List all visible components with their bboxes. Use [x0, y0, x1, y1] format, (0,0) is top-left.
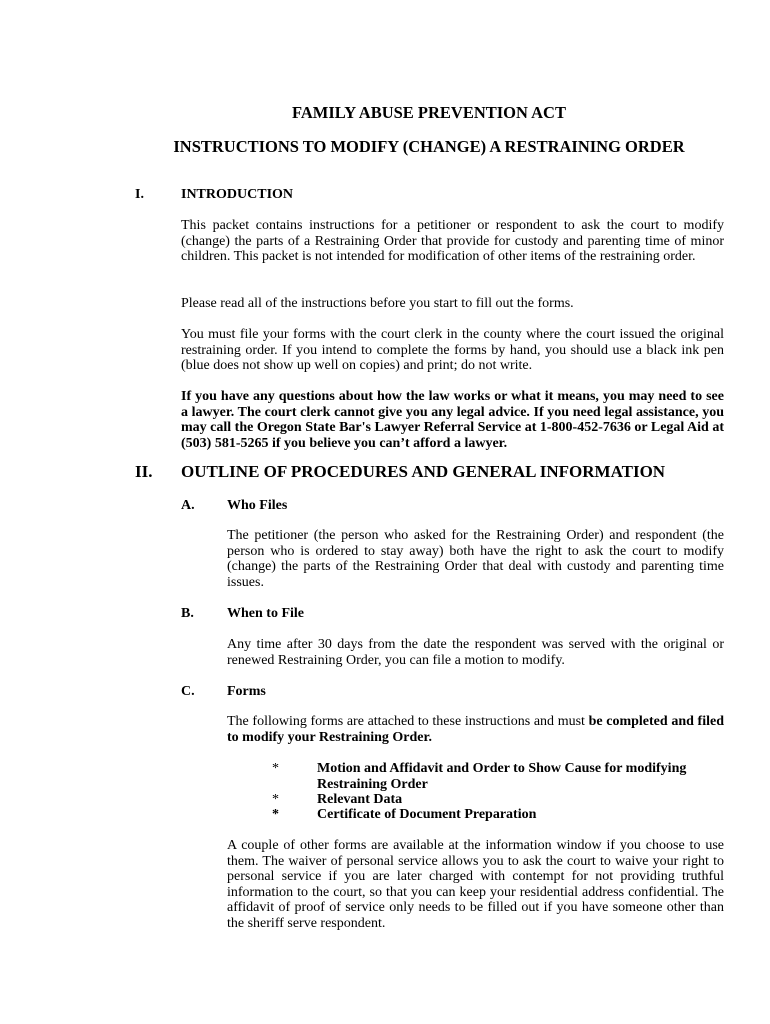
filing-paragraph: You must file your forms with the court clerk in the county where the court issued the original restraining order. If you intend to complete the forms by hand, you should use a black ink pen (blue does not show up well on copies) and print; do not write. — [181, 327, 724, 374]
bullet-marker: * — [272, 792, 279, 807]
forms-intro-emphasis: be completed and filed to modify your Restraining Order. — [227, 714, 724, 745]
section-number: II. — [135, 462, 153, 481]
bullet-marker: * — [272, 807, 279, 822]
forms-intro-text: The following forms are attached to these instructions and must — [227, 714, 589, 729]
document-title: FAMILY ABUSE PREVENTION ACT — [292, 103, 566, 122]
section-number: I. — [135, 187, 144, 202]
subsection-letter: B. — [181, 606, 194, 621]
subsection-heading: Who Files — [227, 498, 288, 513]
form-name: Relevant Data — [317, 792, 403, 807]
read-instructions-paragraph: Please read all of the instructions before you start to fill out the forms. — [181, 296, 574, 311]
subsection-heading: Forms — [227, 684, 266, 699]
form-name: Certificate of Document Preparation — [317, 807, 537, 822]
section-heading: OUTLINE OF PROCEDURES AND GENERAL INFORMATION — [181, 462, 666, 481]
intro-paragraph: This packet contains instructions for a petitioner or respondent to ask the court to modify (change) the parts of a Restraining Order that provide for custody and parenting time of minor children. This packet is not intended for modification of other items of the restraining order. — [181, 218, 724, 265]
subsection-letter: A. — [181, 498, 195, 513]
form-name: Motion and Affidavit and Order to Show Cause for modifying Restraining Order — [317, 761, 687, 792]
when-to-file-paragraph: Any time after 30 days from the date the respondent was served with the original or renewed Restraining Order, you can file a motion to modify. — [227, 637, 724, 668]
other-forms-paragraph: A couple of other forms are available at the information window if you choose to use them. The waiver of personal service allows you to ask the court to waive your right to personal service if you are later charged with contempt for not providing truthful information to the court, so that you can keep your residential address confidential. The affidavit of proof of service only needs to be filled out if you have someone other than the sheriff serve respondent. — [227, 838, 724, 931]
bullet-marker: * — [272, 761, 279, 776]
who-files-paragraph: The petitioner (the person who asked for the Restraining Order) and respondent (the person who is ordered to stay away) both have the right to ask the court to modify (change) the parts of the Restraining Order that deal with custody and parenting time issues. — [227, 528, 724, 590]
document-subtitle: INSTRUCTIONS TO MODIFY (CHANGE) A RESTRAINING ORDER — [173, 137, 685, 156]
section-heading: INTRODUCTION — [181, 187, 294, 202]
forms-intro-paragraph — [227, 714, 724, 745]
subsection-letter: C. — [181, 684, 195, 699]
subsection-heading: When to File — [227, 606, 304, 621]
legal-advice-paragraph: If you have any questions about how the law works or what it means, you may need to see a lawyer. The court clerk cannot give you any legal advice. If you need legal assistance, you may call the Oregon State Bar's Lawyer Referral Service at 1-800-452-7636 or Legal Aid at (503) 581-5265 if you believe you can’t afford a lawyer. — [181, 389, 724, 451]
